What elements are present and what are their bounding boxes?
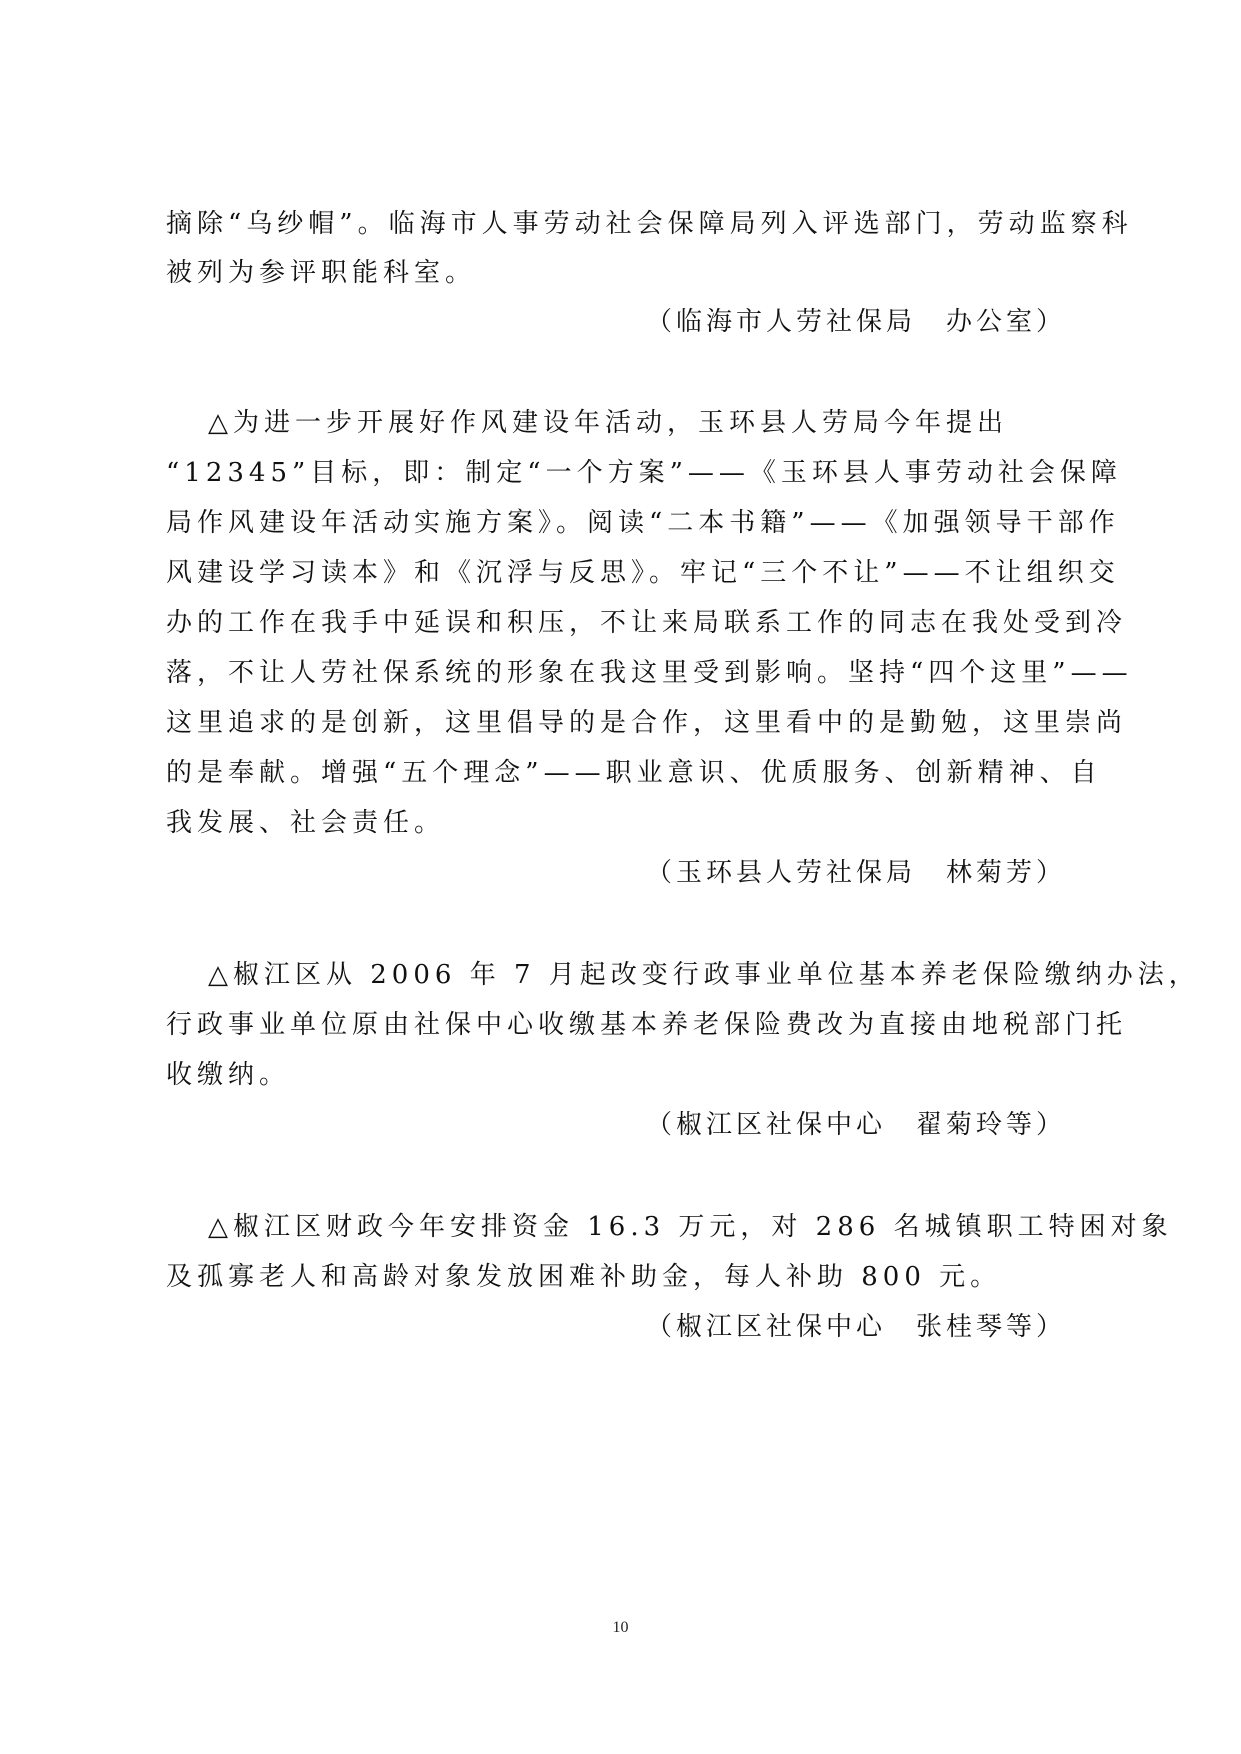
source-org: （临海市人劳社保局 <box>645 307 916 337</box>
source-attribution <box>646 855 1066 891</box>
source-attribution <box>646 1309 1066 1345</box>
paragraph-line: △为进一步开展好作风建设年活动，玉环县人劳局今年提出 <box>208 408 1008 438</box>
paragraph-line: 摘除“乌纱帽”。临海市人事劳动社会保障局列入评选部门，劳动监察科 <box>166 209 1133 239</box>
source-org: （椒江区社保中心 <box>645 1110 886 1140</box>
paragraph-line: 行政事业单位原由社保中心收缴基本养老保险费改为直接由地税部门托 <box>166 1010 1128 1040</box>
source-person: 林菊芳） <box>945 858 1066 888</box>
source-attribution <box>646 304 1066 340</box>
source-person: 翟菊玲等） <box>915 1110 1066 1140</box>
paragraph-line: 及孤寡老人和高龄对象发放困难补助金，每人补助 800 元。 <box>166 1262 1002 1292</box>
source-org: （椒江区社保中心 <box>645 1312 886 1342</box>
source-person: 办公室） <box>945 307 1066 337</box>
paragraph-line: △椒江区从 2006 年 7 月起改变行政事业单位基本养老保险缴纳办法， <box>208 960 1200 990</box>
paragraph-line: 办的工作在我手中延误和积压，不让来局联系工作的同志在我处受到冷 <box>166 608 1128 638</box>
paragraph-line: 局作风建设年活动实施方案》。阅读“二本书籍”——《加强领导干部作 <box>166 508 1120 538</box>
paragraph-line: 收缴纳。 <box>166 1060 291 1090</box>
paragraph-line: 这里追求的是创新，这里倡导的是合作，这里看中的是勤勉，这里崇尚 <box>166 708 1128 738</box>
paragraph-line: △椒江区财政今年安排资金 16.3 万元，对 286 名城镇职工特困对象 <box>208 1212 1173 1242</box>
source-person: 张桂琴等） <box>915 1312 1066 1342</box>
paragraph-line: 被列为参评职能科室。 <box>166 258 477 288</box>
paragraph-line: 落，不让人劳社保系统的形象在我这里受到影响。坚持“四个这里”—— <box>166 658 1133 688</box>
source-org: （玉环县人劳社保局 <box>645 858 916 888</box>
source-attribution <box>646 1107 1066 1143</box>
paragraph-line: 的是奉献。增强“五个理念”——职业意识、优质服务、创新精神、自 <box>166 758 1102 788</box>
paragraph-line: 我发展、社会责任。 <box>166 808 446 838</box>
paragraph-line: “12345”目标，即：制定“一个方案”——《玉环县人事劳动社会保障 <box>166 458 1122 488</box>
page-number: 10 <box>612 1619 629 1636</box>
paragraph-line: 风建设学习读本》和《沉浮与反思》。牢记“三个不让”——不让组织交 <box>166 558 1120 588</box>
